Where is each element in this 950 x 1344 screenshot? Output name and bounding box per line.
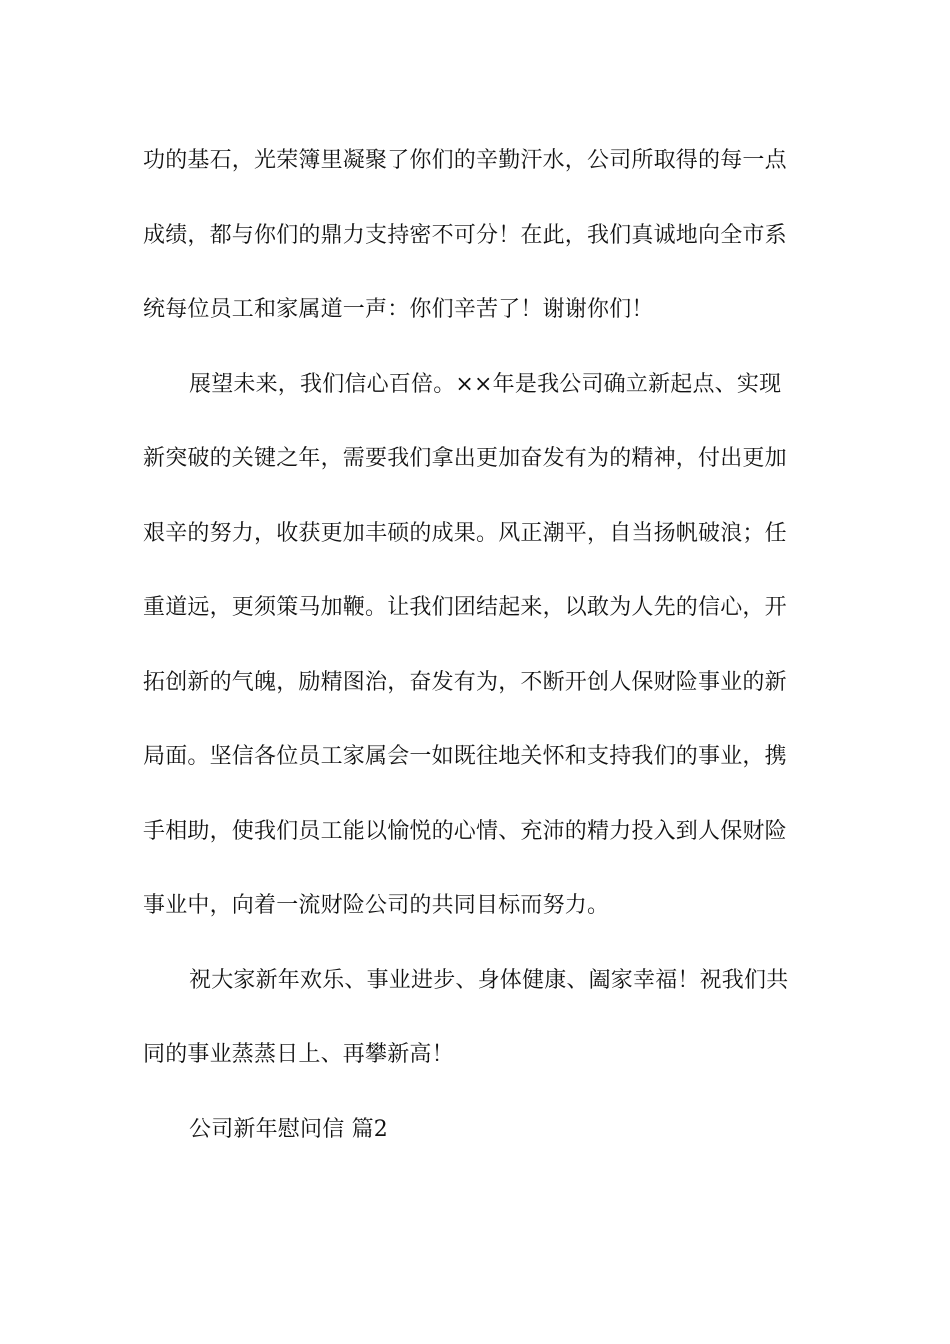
text-line: 手相助，使我们员工能以愉悦的心情、充沛的精力投入到人保财险 xyxy=(143,818,787,844)
text-line: 局面。坚信各位员工家属会一如既往地关怀和支持我们的事业，携 xyxy=(143,744,787,769)
text-line: 同的事业蒸蒸日上、再攀新高！ xyxy=(143,1042,454,1067)
text-line: 新突破的关键之年，需要我们拿出更加奋发有为的精神，付出更加 xyxy=(143,446,787,471)
text-line: 统每位员工和家属道一声：你们辛苦了！谢谢你们！ xyxy=(143,297,654,322)
text-line: 重道远，更须策马加鞭。让我们团结起来，以敢为人先的信心，开 xyxy=(143,595,787,620)
text-line: 事业中，向着一流财险公司的共同目标而努力。 xyxy=(143,893,610,918)
letter-body xyxy=(143,124,807,1167)
paragraph-start-line: 祝大家新年欢乐、事业进步、身体健康、阖家幸福！祝我们共 xyxy=(189,967,789,993)
section-heading: 公司新年慰问信 篇2 xyxy=(189,1116,388,1142)
text-line: 艰辛的努力，收获更加丰硕的成果。风正潮平，自当扬帆破浪；任 xyxy=(143,520,787,546)
text-line: 拓创新的气魄，励精图治，奋发有为，不断开创人保财险事业的新 xyxy=(143,669,787,695)
text-line: 功的基石，光荣簿里凝聚了你们的辛勤汗水，公司所取得的每一点 xyxy=(143,148,787,173)
text-line: 成绩，都与你们的鼎力支持密不可分！在此，我们真诚地向全市系 xyxy=(143,222,787,248)
paragraph-start-line: 展望未来，我们信心百倍。××年是我公司确立新起点、实现 xyxy=(189,371,782,397)
